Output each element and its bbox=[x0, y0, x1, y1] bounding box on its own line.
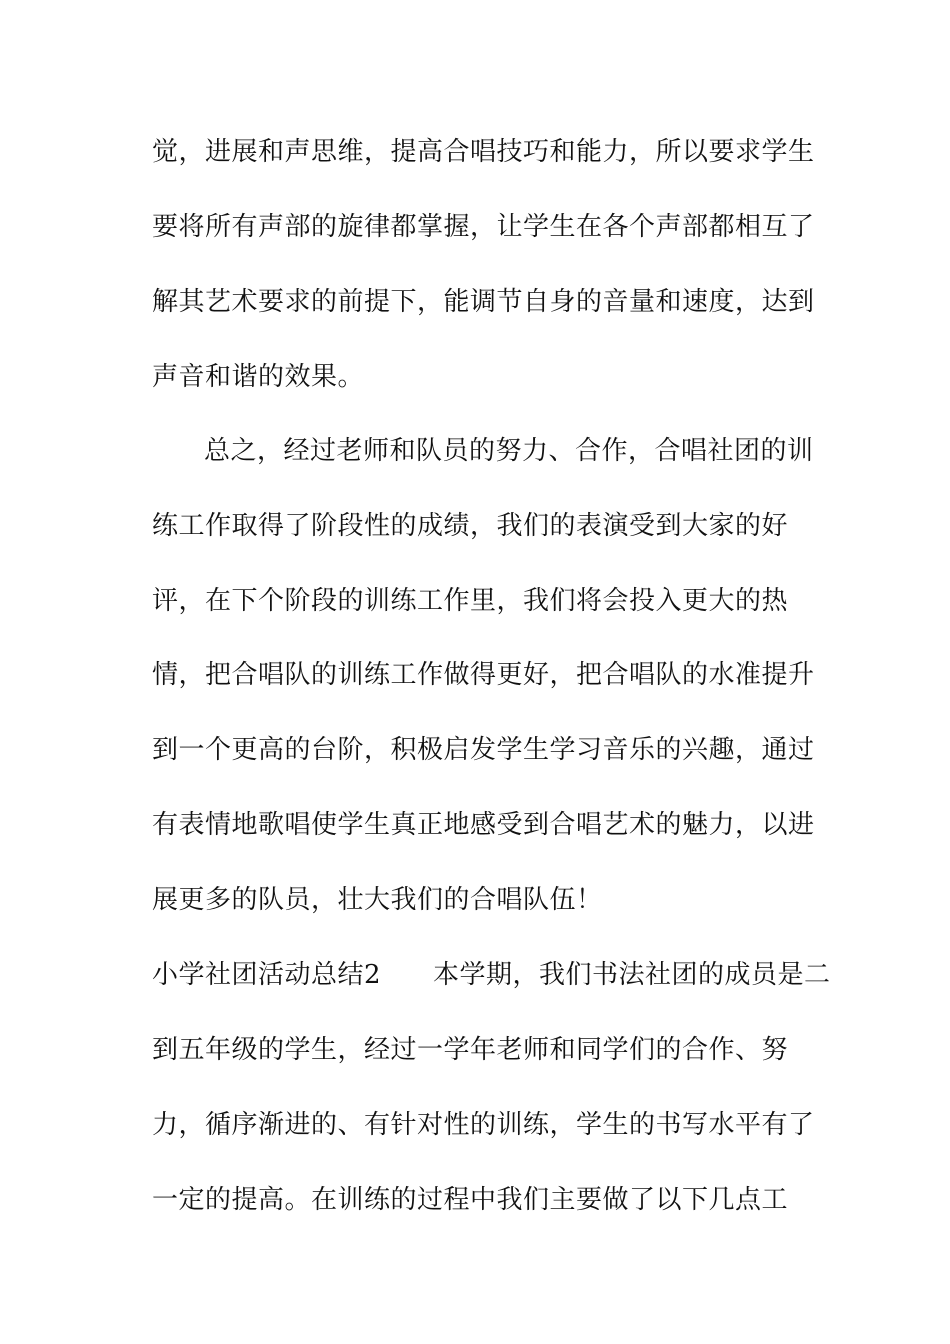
paragraph-line: 一定的提高。在训练的过程中我们主要做了以下几点工 bbox=[152, 1185, 789, 1215]
paragraph-line: 展更多的队员，壮大我们的合唱队伍！ bbox=[152, 885, 603, 915]
paragraph-line: 情，把合唱队的训练工作做得更好，把合唱队的水准提升 bbox=[152, 660, 815, 690]
section-first-line: 本学期，我们书法社团的成员是二 bbox=[433, 960, 831, 990]
paragraph-line: 评，在下个阶段的训练工作里，我们将会投入更大的热 bbox=[152, 586, 789, 616]
paragraph-line: 练工作取得了阶段性的成绩，我们的表演受到大家的好 bbox=[152, 511, 789, 541]
paragraph-line: 总之，经过老师和队员的努力、合作，合唱社团的训 bbox=[204, 436, 814, 466]
paragraph-line: 声音和谐的效果。 bbox=[152, 362, 365, 392]
paragraph-line: 要将所有声部的旋律都掌握，让学生在各个声部都相互了 bbox=[152, 212, 815, 242]
paragraph-line: 有表情地歌唱使学生真正地感受到合唱艺术的魅力，以进 bbox=[152, 810, 815, 840]
paragraph-line: 到一个更高的台阶，积极启发学生学习音乐的兴趣，通过 bbox=[152, 735, 815, 765]
paragraph-line: 力，循序渐进的、有针对性的训练，学生的书写水平有了 bbox=[152, 1110, 815, 1140]
paragraph-line: 觉，进展和声思维，提高合唱技巧和能力，所以要求学生 bbox=[152, 137, 815, 167]
paragraph-line: 解其艺术要求的前提下，能调节自身的音量和速度，达到 bbox=[152, 287, 815, 317]
paragraph-line: 到五年级的学生，经过一学年老师和同学们的合作、努 bbox=[152, 1035, 789, 1065]
section-heading: 小学社团活动总结2 bbox=[152, 960, 382, 990]
section-heading-line bbox=[152, 958, 831, 992]
